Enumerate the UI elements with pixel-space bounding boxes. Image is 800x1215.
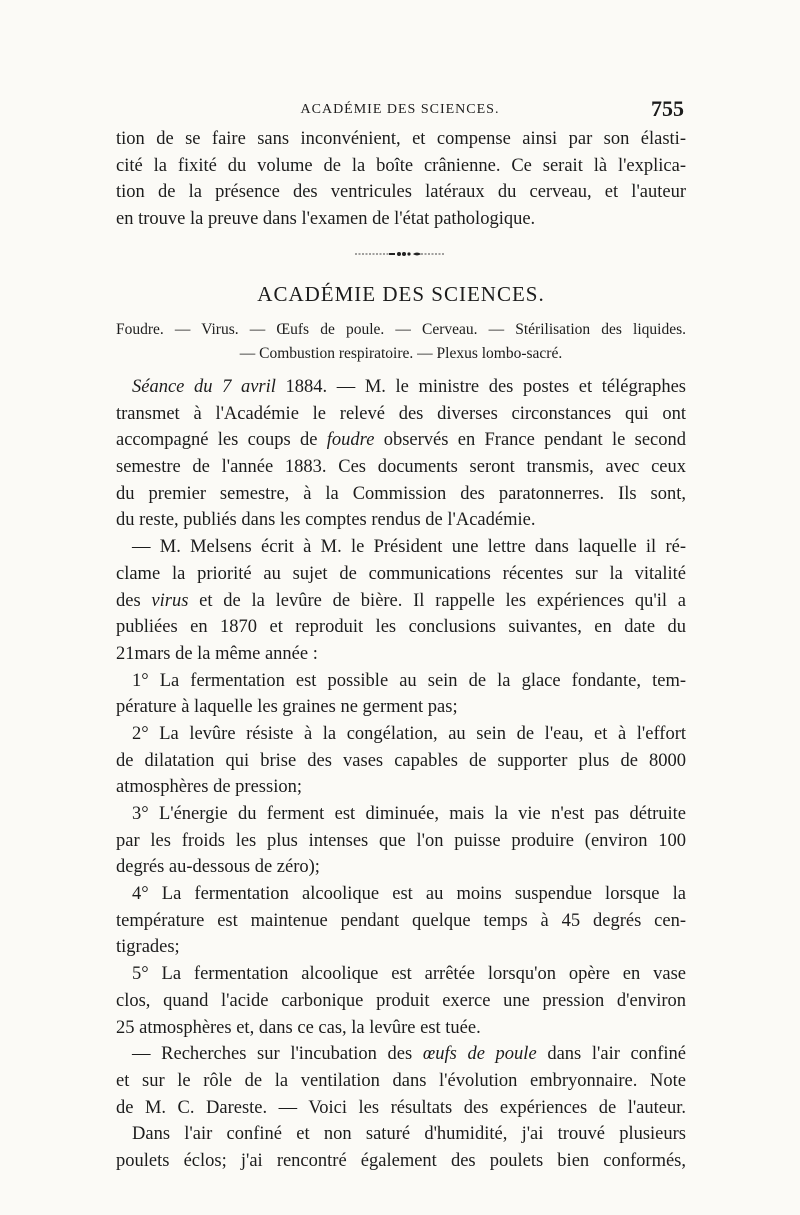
text-line: et sur le rôle de la ventilation dans l'évolution embryonnaire. Note bbox=[116, 1070, 686, 1091]
page-number: 755 bbox=[651, 96, 684, 121]
text-line: 3° L'énergie du ferment est diminuée, mais la vie n'est pas détruite bbox=[132, 804, 686, 824]
text-line: en trouve la preuve dans l'examen de l'état pathologique. bbox=[116, 209, 536, 230]
text-line: des virus et de la levûre de bière. Il rappelle les expériences qu'il a bbox=[116, 590, 686, 611]
text-line: — M. Melsens écrit à M. le Président une lettre dans laquelle il ré- bbox=[132, 537, 686, 558]
text-line: 21mars de la même année : bbox=[116, 643, 318, 664]
text-line: 25 atmosphères et, dans ce cas, la levûre est tuée. bbox=[116, 1017, 481, 1038]
text-line: degrés au-dessous de zéro); bbox=[116, 857, 320, 878]
text-line: publiées en 1870 et reproduit les conclusions suivantes, en date du bbox=[116, 617, 686, 638]
subject-line: Foudre. — Virus. — Œufs de poule. — Cerveau. — Stérilisation des liquides. bbox=[116, 321, 686, 338]
intro-paragraph bbox=[116, 126, 686, 233]
subject-line: — Combustion respiratoire. — Plexus lombo-sacré. bbox=[239, 345, 563, 362]
text-line: 1° La fermentation est possible au sein de la glace fondante, tem- bbox=[132, 670, 686, 691]
text-line: Dans l'air confiné et non saturé d'humidité, j'ai trouvé plusieurs bbox=[132, 1124, 686, 1145]
text-line: clos, quand l'acide carbonique produit exerce une pression d'environ bbox=[116, 990, 686, 1011]
text-line: température est maintenue pendant quelque temps à 45 degrés cen- bbox=[116, 910, 686, 931]
text-line: tigrades; bbox=[116, 937, 180, 958]
section-title: ACADÉMIE DES SCIENCES. bbox=[257, 282, 545, 306]
ornament-divider-icon bbox=[355, 250, 445, 258]
text-line: 2° La levûre résiste à la congélation, au sein de l'eau, et à l'effort bbox=[132, 723, 686, 744]
body-text bbox=[116, 374, 686, 1175]
running-header bbox=[116, 96, 684, 122]
text-line: pérature à laquelle les graines ne germent pas; bbox=[116, 697, 458, 718]
text-line: du reste, publiés dans les comptes rendus de l'Académie. bbox=[116, 510, 536, 531]
text-line: Séance du 7 avril 1884. — M. le ministre des postes et télégraphes bbox=[132, 377, 686, 397]
subject-summary bbox=[116, 318, 686, 366]
text-line: — Recherches sur l'incubation des œufs de poule dans l'air confiné bbox=[132, 1044, 686, 1065]
text-line: atmosphères de pression; bbox=[116, 777, 302, 798]
text-line: tion de se faire sans inconvénient, et compense ainsi par son élasti- bbox=[116, 129, 686, 149]
text-line: 4° La fermentation alcoolique est au moins suspendue lorsque la bbox=[132, 884, 686, 905]
text-line: transmet à l'Académie le relevé des diverses circonstances qui ont bbox=[116, 403, 686, 424]
text-line: semestre de l'année 1883. Ces documents seront transmis, avec ceux bbox=[116, 457, 686, 478]
text-line: de dilatation qui brise des vases capables de supporter plus de 8000 bbox=[116, 750, 686, 771]
text-line: poulets éclos; j'ai rencontré également des poulets bien conformés, bbox=[116, 1150, 686, 1171]
text-line: tion de la présence des ventricules latéraux du cerveau, et l'auteur bbox=[116, 182, 686, 203]
text-line: 5° La fermentation alcoolique est arrêtée lorsqu'on opère en vase bbox=[132, 964, 686, 985]
text-line: clame la priorité au sujet de communications récentes sur la vitalité bbox=[116, 563, 686, 584]
text-line: de M. C. Dareste. — Voici les résultats des expériences de l'auteur. bbox=[116, 1097, 686, 1118]
text-line: du premier semestre, à la Commission des paratonnerres. Ils sont, bbox=[116, 483, 686, 504]
running-header-title: ACADÉMIE DES SCIENCES. bbox=[300, 102, 500, 117]
text-line: cité la fixité du volume de la boîte crânienne. Ce serait là l'explica- bbox=[116, 155, 686, 176]
text-line: par les froids les plus intenses que l'on puisse produire (environ 100 bbox=[116, 830, 686, 851]
text-line: accompagné les coups de foudre observés en France pendant le second bbox=[116, 430, 686, 451]
session-date: Séance du 7 avril bbox=[132, 377, 276, 397]
